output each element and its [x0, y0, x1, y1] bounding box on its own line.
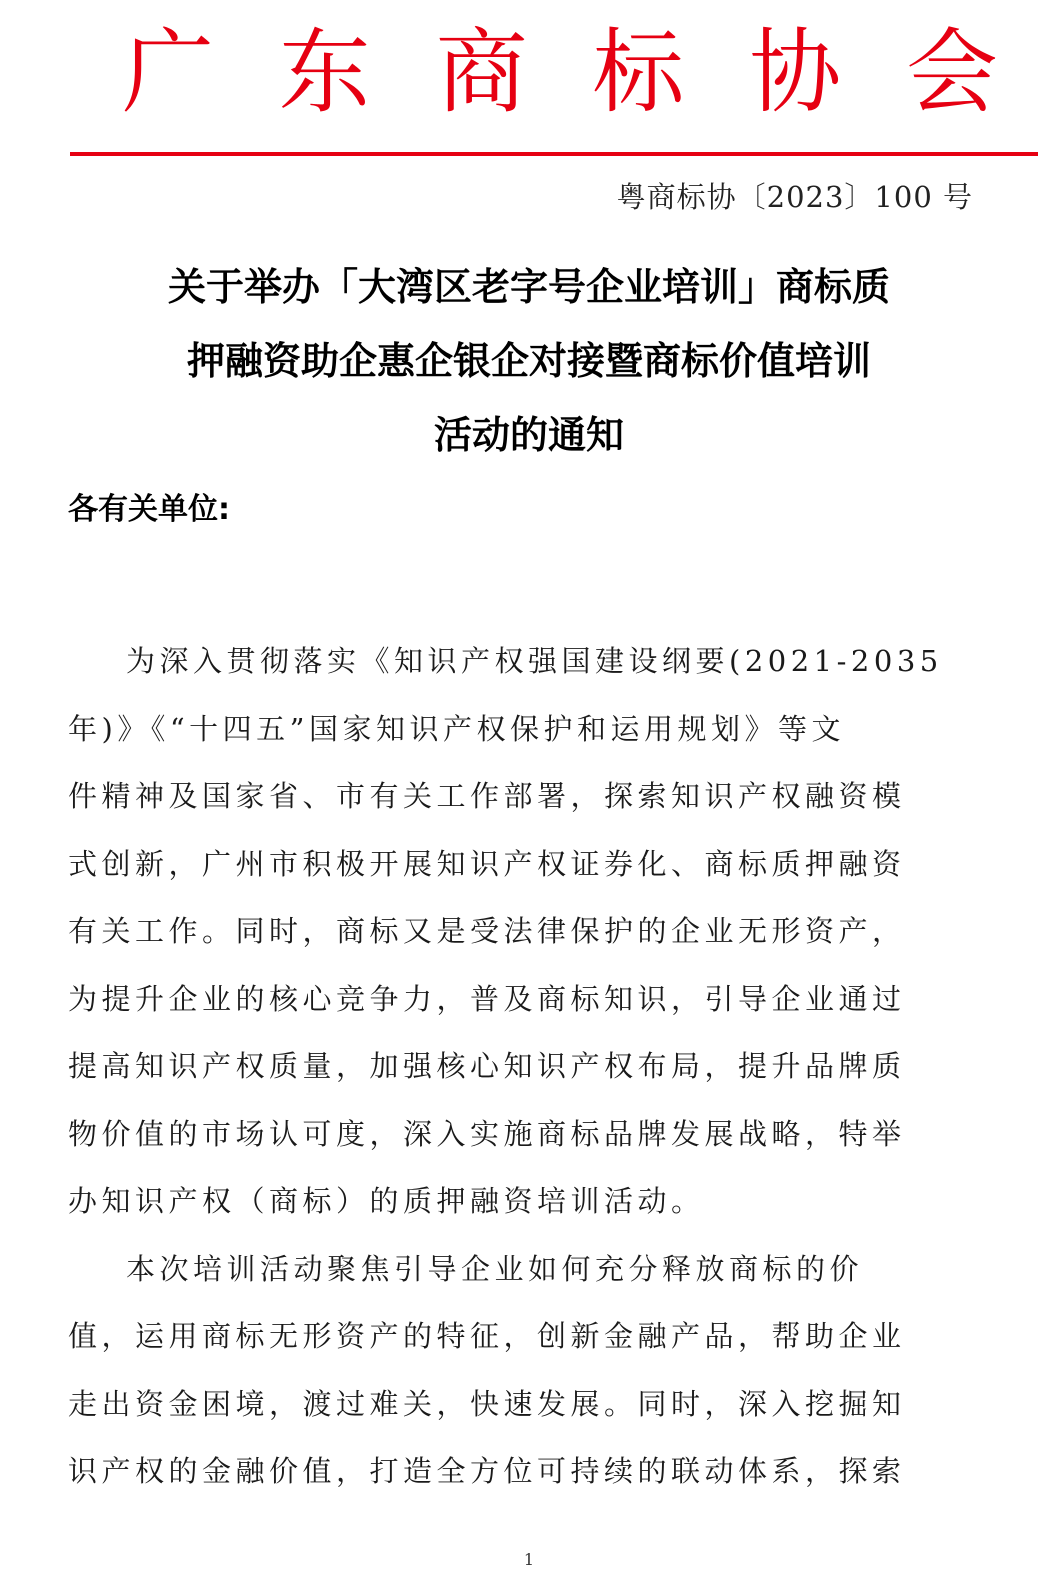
paragraph-line: 值，运用商标无形资产的特征，创新金融产品，帮助企业: [68, 1319, 906, 1353]
issuer-char: 广: [122, 19, 215, 126]
paragraph-line: 走出资金困境，渡过难关，快速发展。同时，深入挖掘知: [68, 1386, 906, 1421]
page-number: 1: [523, 1550, 535, 1569]
issuer-char: 标: [592, 19, 685, 126]
body-text: [68, 628, 973, 1506]
paragraph-line: 办知识产权（商标）的质押融资培训活动。: [68, 1184, 705, 1218]
paragraph-line: 年)》《“十四五”国家知识产权保护和运用规划》等文: [68, 711, 845, 746]
salutation: 各有关单位:: [68, 492, 230, 527]
issuer-char: 协: [749, 19, 842, 126]
issuer-header: [70, 18, 1038, 128]
paragraph-line: 有关工作。同时，商标又是受法律保护的企业无形资产，: [68, 914, 906, 948]
issuer-char: 商: [435, 19, 528, 126]
issuer-char: 东: [278, 19, 371, 126]
document-title: [60, 250, 998, 472]
paragraph-line: 式创新，广州市积极开展知识产权证券化、商标质押融资: [68, 846, 906, 881]
title-line: 押融资助企惠企银企对接暨商标价值培训: [186, 339, 871, 383]
paragraph-line: 物价值的市场认可度，深入实施商标品牌发展战略，特举: [68, 1116, 906, 1151]
paragraph-line: 为提升企业的核心竞争力，普及商标知识，引导企业通过: [68, 981, 906, 1016]
title-line: 关于举办「大湾区老字号企业培训」商标质: [167, 265, 890, 309]
paragraph-line: 为深入贯彻落实《知识产权强国建设纲要(2021-2035: [126, 644, 943, 678]
title-line: 活动的通知: [433, 413, 624, 457]
paragraph-line: 本次培训活动聚焦引导企业如何充分释放商标的价: [126, 1251, 864, 1286]
header-divider: [70, 152, 1038, 156]
paragraph-line: 识产权的金融价值，打造全方位可持续的联动体系，探索: [68, 1454, 906, 1488]
paragraph-line: 提高知识产权质量，加强核心知识产权布局，提升品牌质: [68, 1049, 906, 1083]
paragraph-line: 件精神及国家省、市有关工作部署，探索知识产权融资模: [68, 779, 906, 813]
document-number: 粤商标协〔2023〕100 号: [616, 180, 973, 214]
issuer-char: 会: [905, 19, 998, 126]
